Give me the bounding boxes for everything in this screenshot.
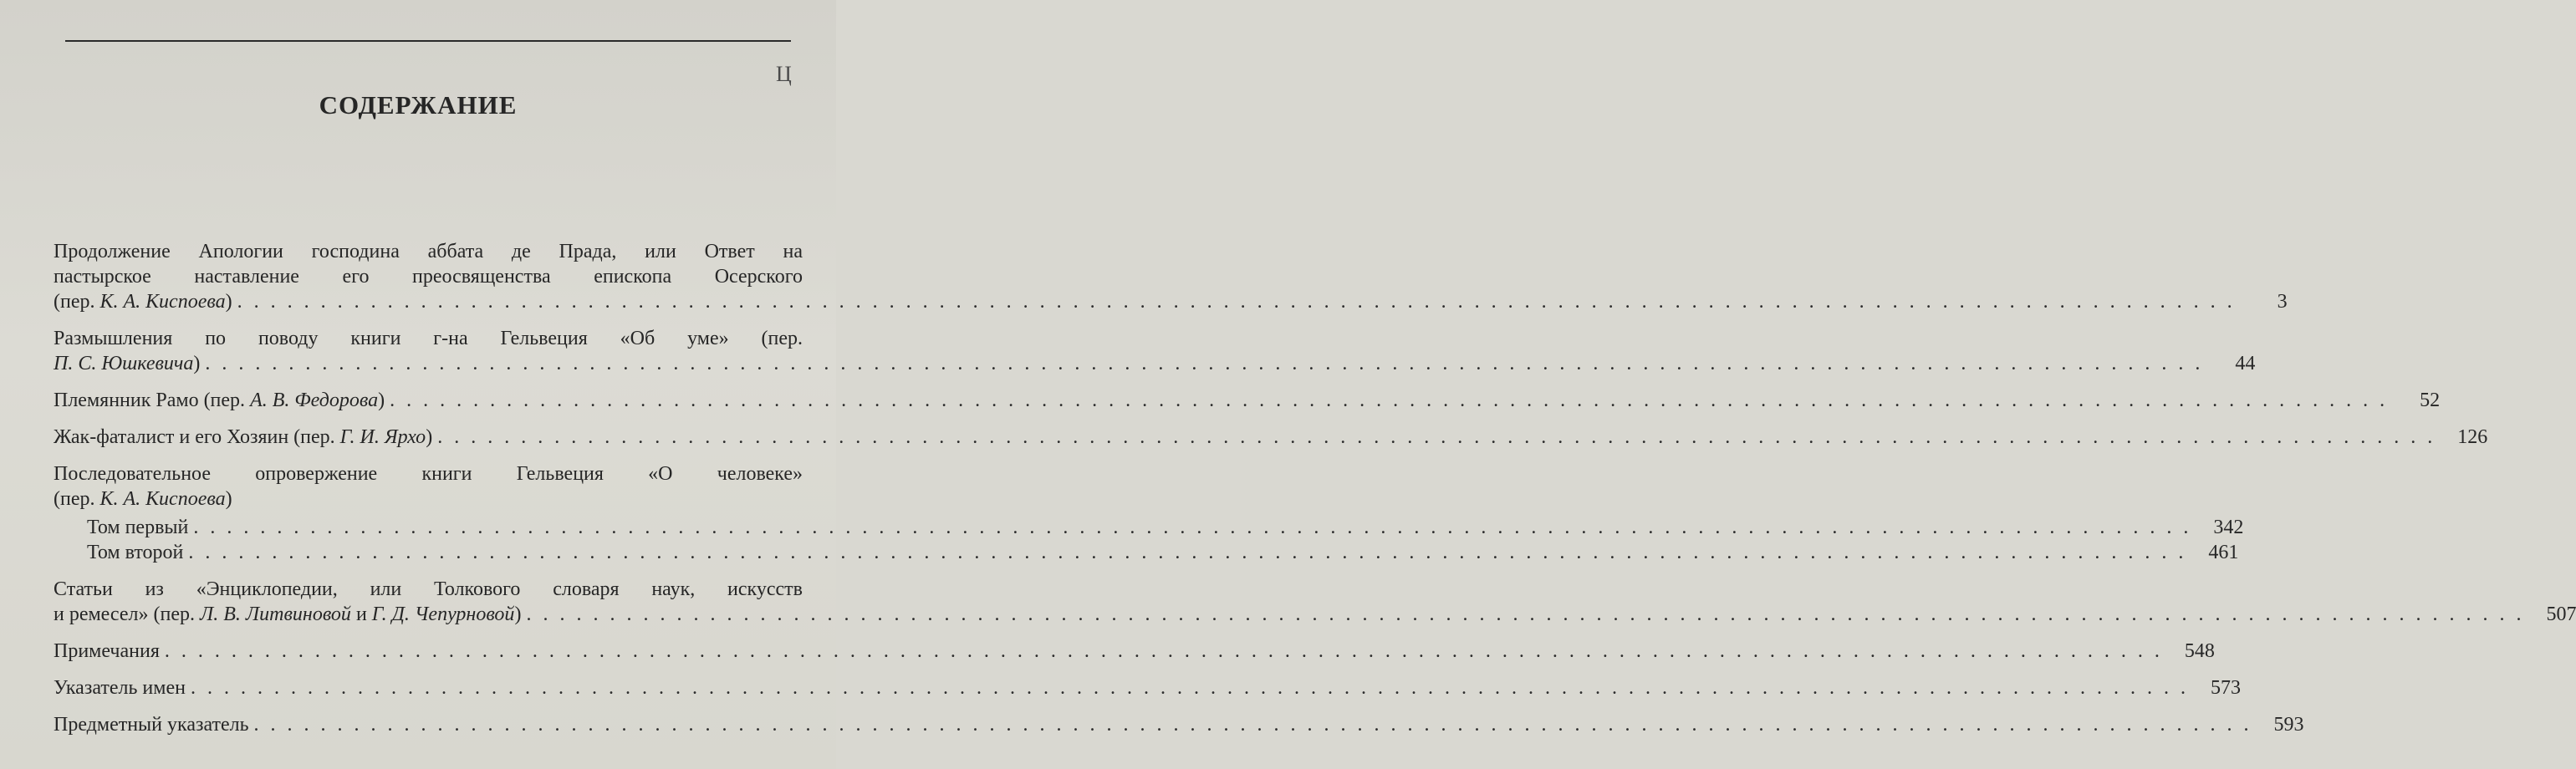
toc-entry-line: пастырское наставление его преосвященства епископа Осерского [54,266,803,288]
translator-suffix: ) [426,426,433,448]
top-rule [65,40,791,42]
dot-leader: ........................................................................................................................ [437,426,2445,448]
page-number: 44 [2235,353,2256,374]
page-number: 593 [2273,714,2304,736]
toc-entry-line [54,289,232,314]
dot-leader: ........................................................................................................................ [188,542,2196,563]
translator-name: А. В. Федорова [250,390,379,411]
dot-leader: ........................................................................................................................ [253,714,2261,736]
toc-entry-jacques [54,425,2488,450]
dot-leader: ........................................................................................................................ [390,390,2397,411]
toc-entry-leader-line [54,602,2576,627]
entry-title: Предметный указатель [54,714,249,736]
toc-subentry-volume-1 [54,515,2244,540]
entry-title: Жак-фаталист и его Хозяин (пер. [54,426,335,448]
dot-leader: ........................................................................................................................ [190,677,2197,699]
translator-name: Г. Д. Чепурновой [371,603,515,625]
dot-leader: ........................................................................................................................ [205,353,2212,374]
translator-suffix: ) [193,353,201,374]
toc-entry-line [54,486,803,512]
translator-name: К. А. Киспоева [99,488,226,510]
dot-leader: ........................................................................................................................ [164,640,2171,662]
page-number: 126 [2457,426,2488,448]
toc-entry-leader-line [54,639,2215,664]
page-number: 573 [2210,677,2241,699]
page-number: 52 [2420,390,2441,411]
toc-entry-refutation [54,461,2244,565]
translator-suffix: ) [514,603,522,625]
page-number: 342 [2213,517,2244,538]
translator-prefix: и ремесел» (пер. [54,603,195,625]
translator-name: К. А. Киспоева [99,291,226,313]
dot-leader: ........................................................................................................................ [193,517,2201,538]
toc-entry-apology [54,239,2288,314]
toc-entry-leader-line [54,425,2488,450]
subentry-title: Том первый [87,517,189,538]
page-number: 461 [2208,542,2239,563]
toc-entry-leader-line [54,289,2288,314]
toc-entry-line: Статьи из «Энциклопедии, или Толкового словаря наук, искусств [54,578,803,600]
toc-entry-notes [54,639,2215,664]
conjunction: и [355,603,367,625]
corner-mark: Ц [776,62,792,86]
toc-entry-leader-line [54,351,2256,376]
entry-title: Указатель имен [54,677,186,699]
table-of-contents [54,239,2576,737]
translator-name: Г. И. Ярхо [339,426,426,448]
translator-suffix: ) [225,488,232,510]
toc-entry-reflections [54,326,2256,376]
toc-entry-rameau [54,388,2441,413]
translator-name: Л. В. Литвиновой [200,603,351,625]
toc-entry-line: Последовательное опровержение книги Гельвеция «О человеке» [54,463,803,485]
toc-entry-line [54,388,385,413]
toc-entry-leader-line [54,675,2241,700]
toc-entry-line: Размышления по поводу книги г-на Гельвеция «Об уме» (пер. [54,328,803,349]
translator-name: П. С. Юшкевича [54,353,194,374]
toc-entry-encyclopedia [54,577,2576,627]
entry-title: Примечания [54,640,160,662]
entry-title: Племянник Рамо (пер. [54,390,246,411]
dot-leader: ........................................................................................................................ [526,603,2533,625]
translator-prefix: (пер. [54,291,95,313]
toc-entry-subject-index [54,712,2304,737]
page-number: 3 [2277,291,2288,313]
page-number: 548 [2184,640,2215,662]
page-title: СОДЕРЖАНИЕ [319,90,518,120]
toc-entry-line [54,602,521,627]
dot-leader: ........................................................................................................................ [237,291,2244,313]
toc-entry-line [54,351,200,376]
translator-suffix: ) [378,390,385,411]
translator-prefix: (пер. [54,488,95,510]
translator-suffix: ) [225,291,232,313]
toc-entry-name-index [54,675,2241,700]
toc-subentry-volume-2 [54,540,2239,565]
toc-entry-line [54,425,432,450]
toc-entry-leader-line [54,388,2441,413]
toc-entry-line: Продолжение Апологии господина аббата де Прада, или Ответ на [54,241,803,262]
page-number: 507 [2546,603,2576,625]
toc-entry-leader-line [54,712,2304,737]
subentry-title: Том второй [87,542,184,563]
